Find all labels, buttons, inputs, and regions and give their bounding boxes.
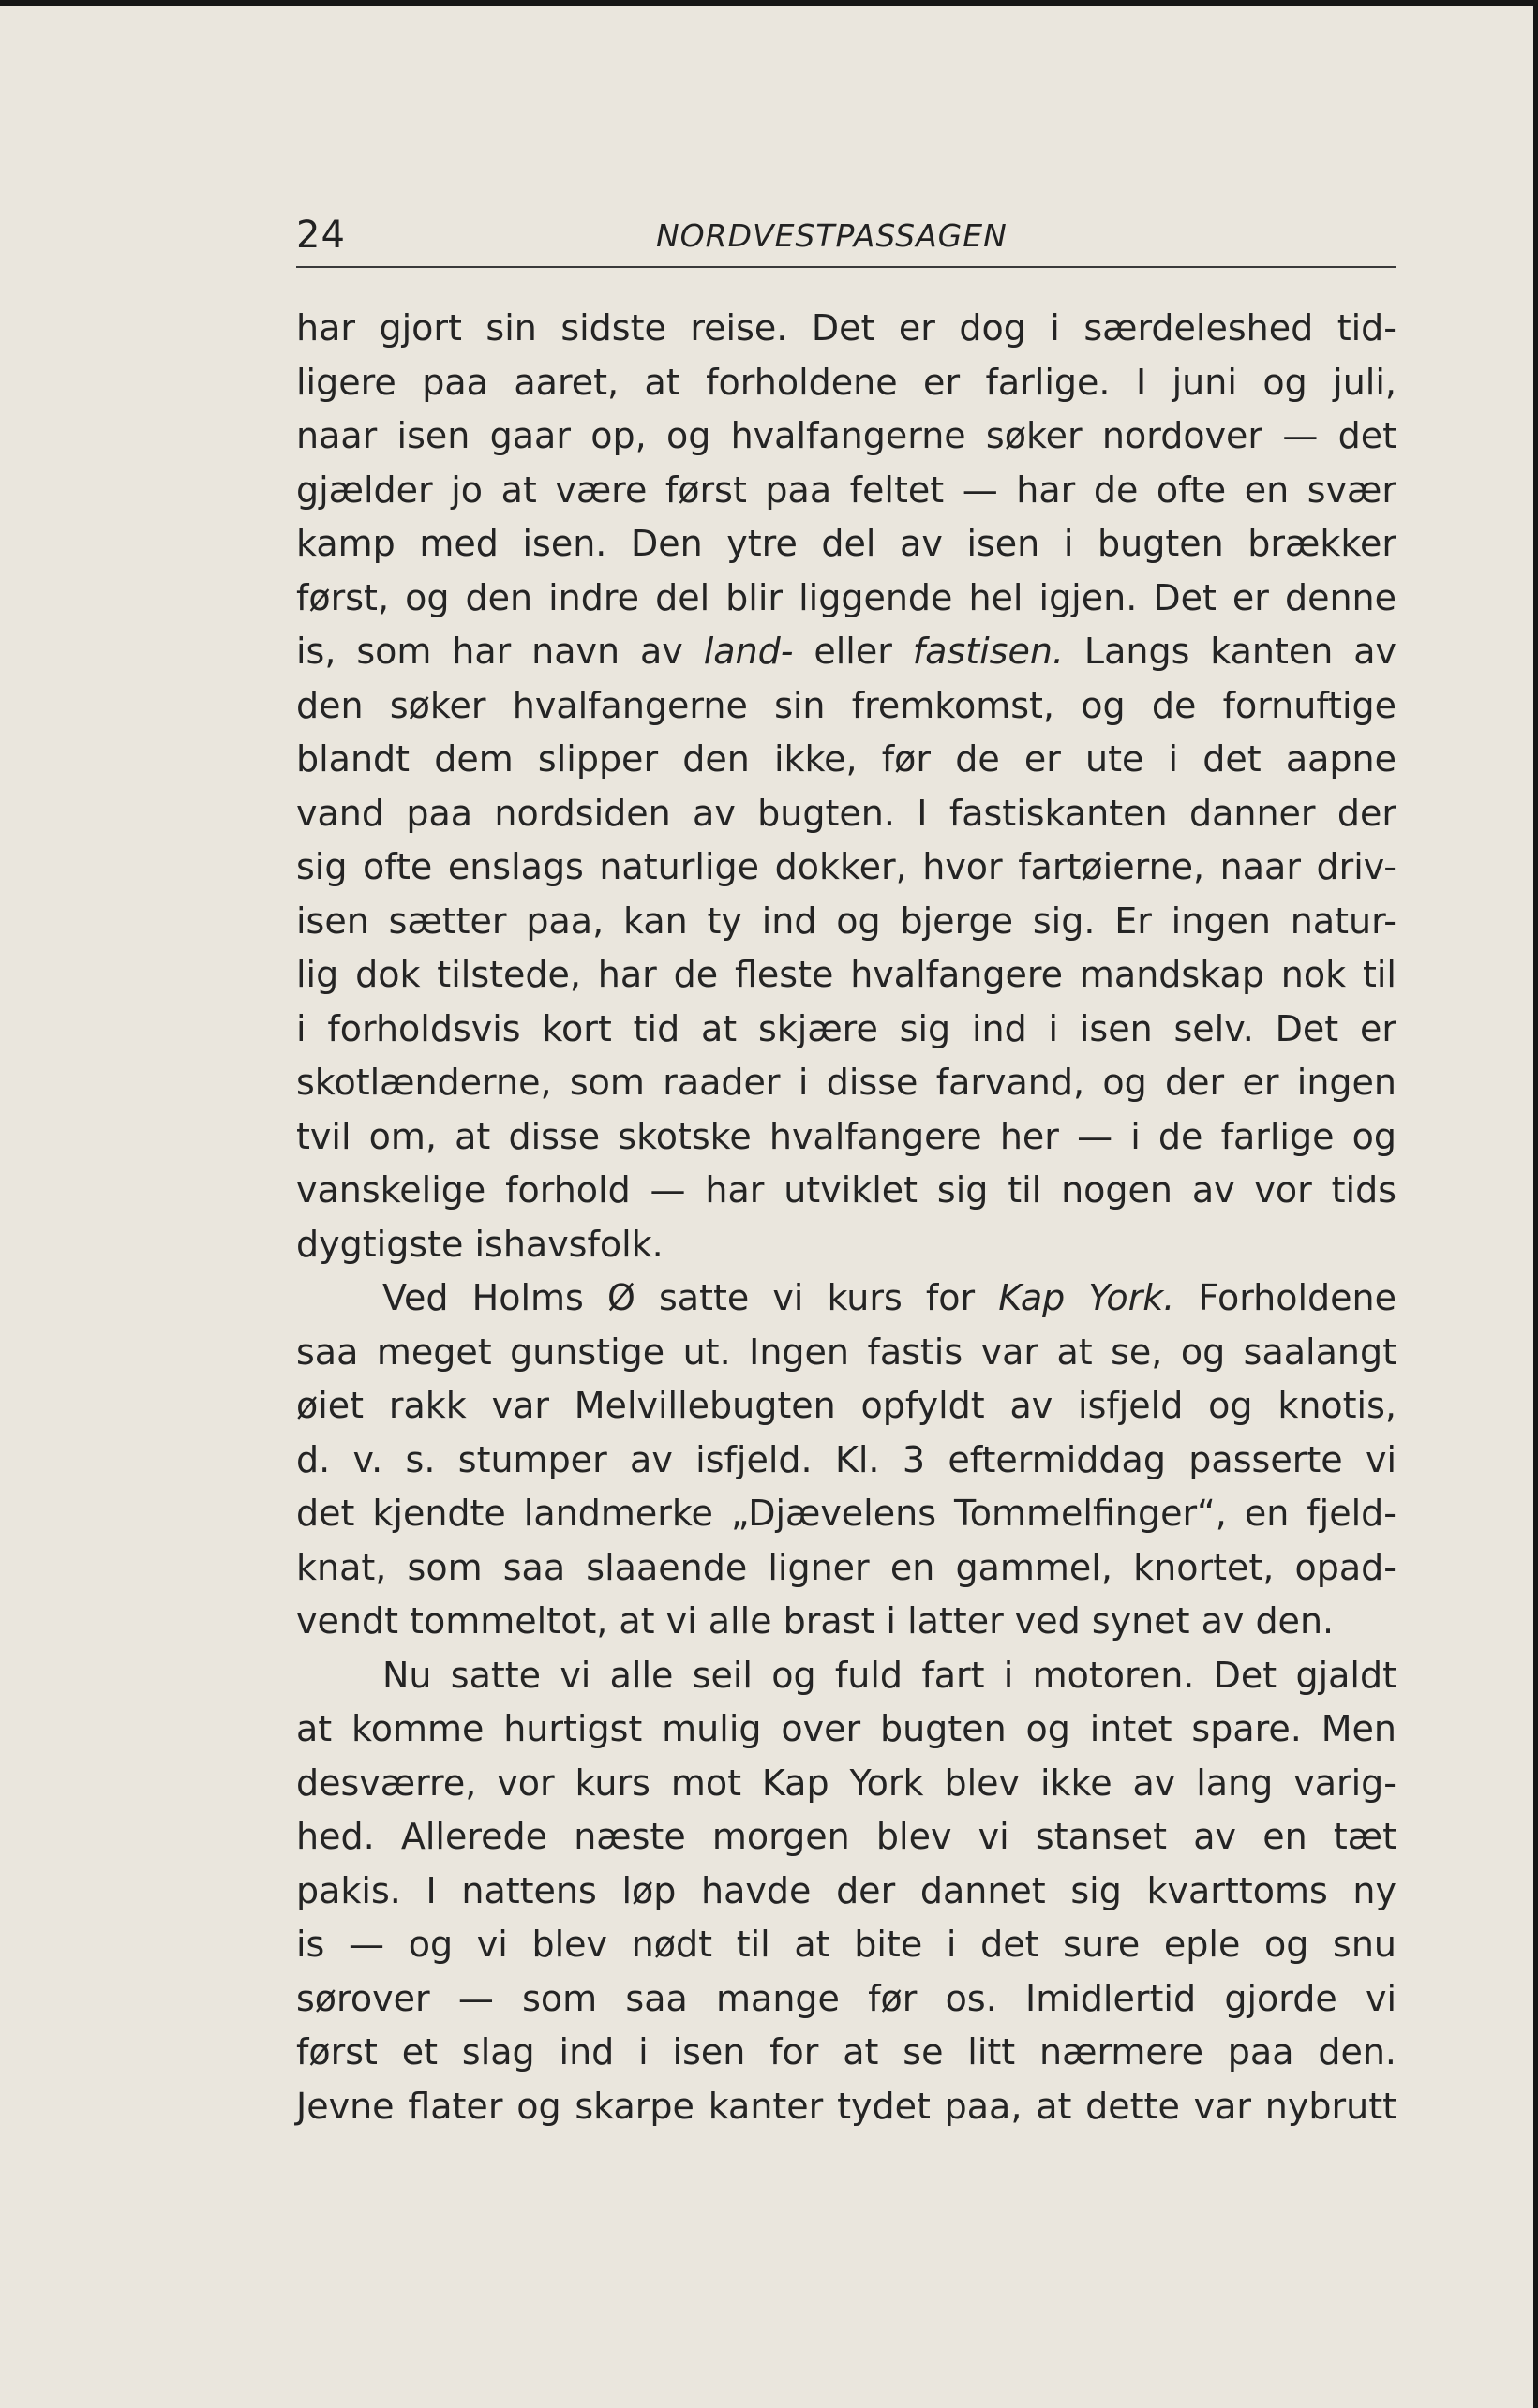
text-line: det kjendte landmerke „Djævelens Tommelfinger“, en fjeld- (296, 1493, 1396, 1534)
book-page (0, 6, 1533, 2408)
italic-term-fastisen: fastisen. (912, 631, 1065, 672)
text-line: kamp med isen. Den ytre del av isen i bugten brækker (296, 523, 1396, 564)
text-line: blandt dem slipper den ikke, før de er ute i det aapne (296, 738, 1396, 780)
text-line: d. v. s. stumper av isfjeld. Kl. 3 eftermiddag passerte vi (296, 1438, 1396, 1480)
text-line: vanskelige forhold — har utviklet sig til nogen av vor tids (296, 1169, 1396, 1211)
text-line: skotlænderne, som raader i disse farvand, og der er ingen (296, 1062, 1396, 1103)
text-line: naar isen gaar op, og hvalfangerne søker nordover — det (296, 415, 1396, 456)
text-line: sørover — som saa mange før os. Imidlertid gjorde vi (296, 1977, 1396, 2019)
text-line: pakis. I nattens løp havde der dannet sig kvarttoms ny (296, 1869, 1396, 1911)
text-line: vand paa nordsiden av bugten. I fastiskanten danner der (296, 792, 1396, 834)
text-line: Nu satte vi alle seil og fuld fart i motoren. Det gjaldt (382, 1654, 1396, 1696)
text-line (296, 625, 1396, 679)
text-line: ligere paa aaret, at forholdene er farlige. I juni og juli, (296, 361, 1396, 403)
page-number: 24 (296, 214, 346, 257)
body-text (296, 302, 1396, 2133)
text-segment: eller (793, 631, 913, 672)
text-line: den søker hvalfangerne sin fremkomst, og de fornuftige (296, 684, 1396, 726)
text-line: saa meget gunstige ut. Ingen fastis var at se, og saalangt (296, 1330, 1396, 1373)
text-line: sig ofte enslags naturlige dokker, hvor fartøierne, naar driv- (296, 846, 1396, 887)
text-line: først, og den indre del blir liggende hel igjen. Det er denne (296, 576, 1396, 618)
text-line: is — og vi blev nødt til at bite i det sure eple og snu (296, 1924, 1396, 1965)
text-line: gjælder jo at være først paa feltet — har de ofte en svær (296, 468, 1396, 511)
text-line: har gjort sin sidste reise. Det er dog i særdeleshed tid- (296, 307, 1396, 349)
text-line: dygtigste ishavsfolk. (296, 1223, 664, 1265)
text-line: at komme hurtigst mulig over bugten og intet spare. Men (296, 1708, 1396, 1749)
text-line: desværre, vor kurs mot Kap York blev ikke av lang varig- (296, 1761, 1396, 1804)
running-title: NORDVESTPASSAGEN (656, 217, 1008, 254)
text-line: øiet rakk var Melvillebugten opfyldt av isfjeld og knotis, (296, 1385, 1396, 1426)
text-line: i forholdsvis kort tid at skjære sig ind i isen selv. Det er (296, 1007, 1396, 1049)
text-line: først et slag ind i isen for at se litt nærmere paa den. (296, 2031, 1396, 2073)
page-header (296, 210, 1396, 268)
text-line: Jevne flater og skarpe kanter tydet paa, at dette var nybrutt (296, 2085, 1396, 2127)
text-line: tvil om, at disse skotske hvalfangere her — i de farlige og (296, 1115, 1396, 1157)
text-segment: Langs kanten av (1064, 631, 1397, 672)
text-line (296, 1271, 1396, 1326)
text-line: vendt tommeltot, at vi alle brast i latter ved synet av den. (296, 1600, 1335, 1642)
italic-term-land: land- (703, 631, 794, 672)
text-line: hed. Allerede næste morgen blev vi stanset av en tæt (296, 1816, 1396, 1857)
text-line: isen sætter paa, kan ty ind og bjerge sig. Er ingen natur- (296, 899, 1396, 942)
text-segment: Forholdene (1174, 1277, 1397, 1318)
text-line: knat, som saa slaaende ligner en gammel, knortet, opad- (296, 1546, 1396, 1588)
text-line: lig dok tilstede, har de fleste hvalfangere mandskap nok til (296, 954, 1396, 995)
text-segment: is, som har navn av (296, 631, 704, 672)
text-segment: Ved Holms Ø satte vi kurs for (382, 1277, 999, 1318)
italic-place-kap-york: Kap York. (998, 1277, 1175, 1318)
